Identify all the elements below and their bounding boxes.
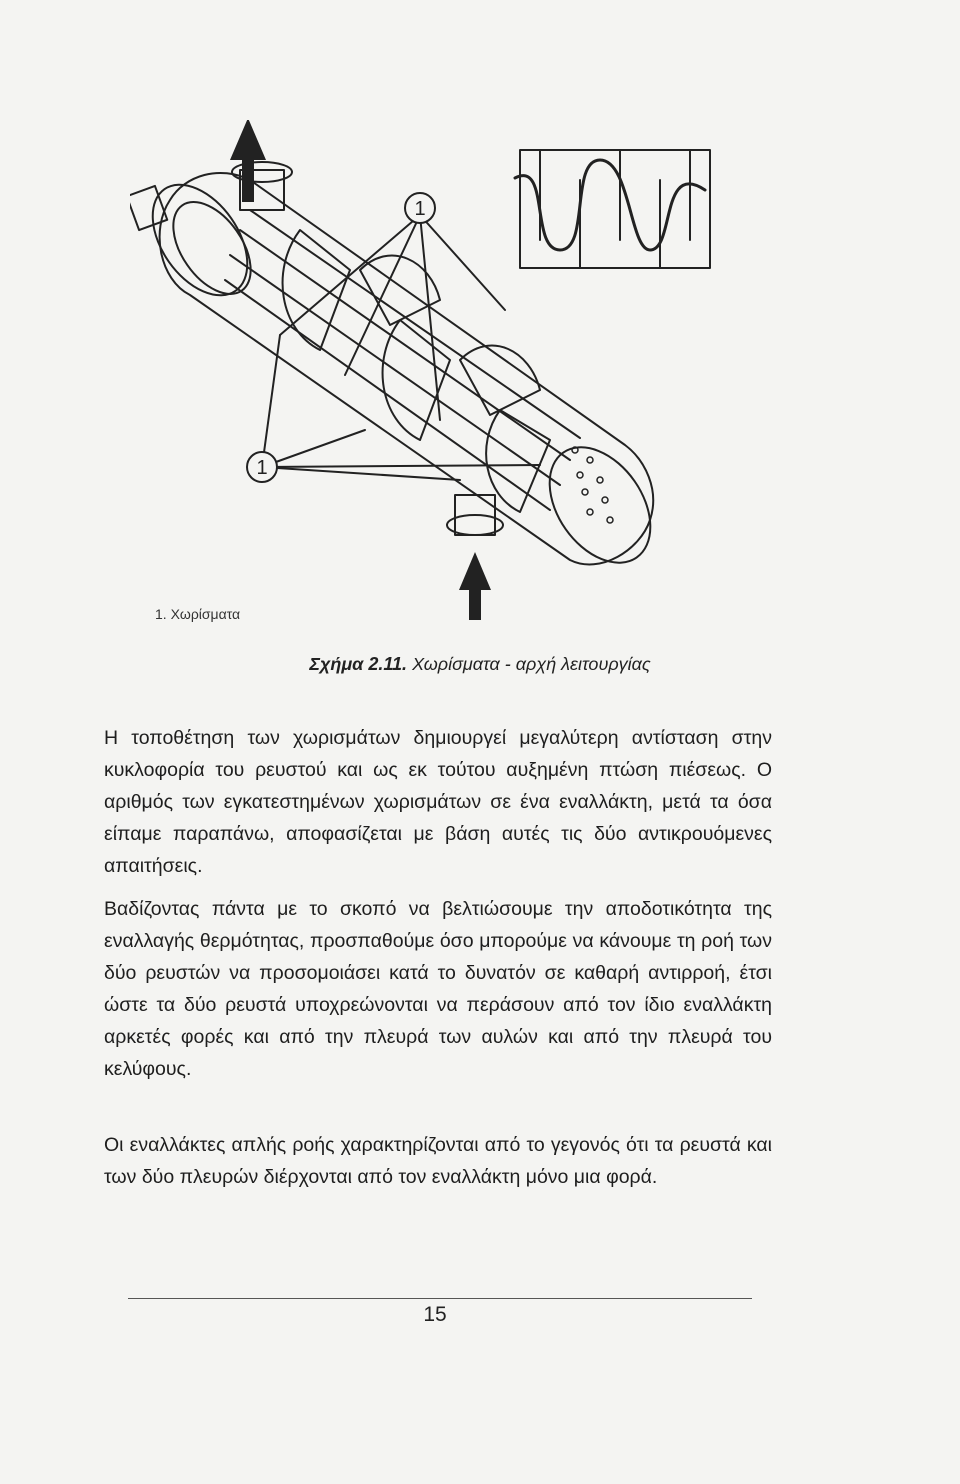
paragraph-single-pass: Οι εναλλάκτες απλής ροής χαρακτηρίζονται από το γεγονός ότι τα ρευστά και των δύο πλευρών διέρχονται από τον εναλλάκτη μόνο μια φορά. [104, 1134, 772, 1188]
page-number: 15 [423, 1303, 447, 1326]
caption-title: Χωρίσματα - αρχή λειτουργίας [412, 654, 651, 674]
caption-number: Σχήμα 2.11. [309, 654, 408, 674]
callout-label-bottom: 1 [256, 457, 268, 479]
paragraph-baffle-resistance: Η τοποθέτηση των χωρισμάτων δημιουργεί μεγαλύτερη αντίσταση στην κυκλοφορία του ρευστού και ως εκ τούτου αυξημένη πτώση πιέσεως. Ο αριθμός των εγκατεστημένων χωρισμάτων σε ένα εναλλάκτη, μετά τα όσα είπαμε παραπάνω, αποφασίζεται με βάση αυτές τις δύο αντικρουόμενες απαιτήσεις. [104, 727, 772, 877]
paragraph-counterflow: Βαδίζοντας πάντα με το σκοπό να βελτιώσουμε την αποδοτικότητα της εναλλαγής θερμότητας, προσπαθούμε όσο μπορούμε να κάνουμε τη ροή των δύο ρευστών να προσομοιάσει κατά το δυνατόν σε καθαρή αντιρροή, έτσι ώστε τα δύο ρευστά υποχρεώνονται να περάσουν από τον ίδιο εναλλάκτη αρκετές φορές και από την πλευρά των αυλών και από την πλευρά του κελύφους. [104, 898, 772, 1080]
callout-label-top: 1 [414, 198, 426, 220]
heat-exchanger-figure [130, 120, 730, 620]
footer-rule [128, 1298, 752, 1299]
figure-legend: 1. Χωρίσματα [155, 606, 241, 622]
figure-caption [0, 654, 960, 675]
heat-exchanger-illustration [130, 120, 730, 620]
